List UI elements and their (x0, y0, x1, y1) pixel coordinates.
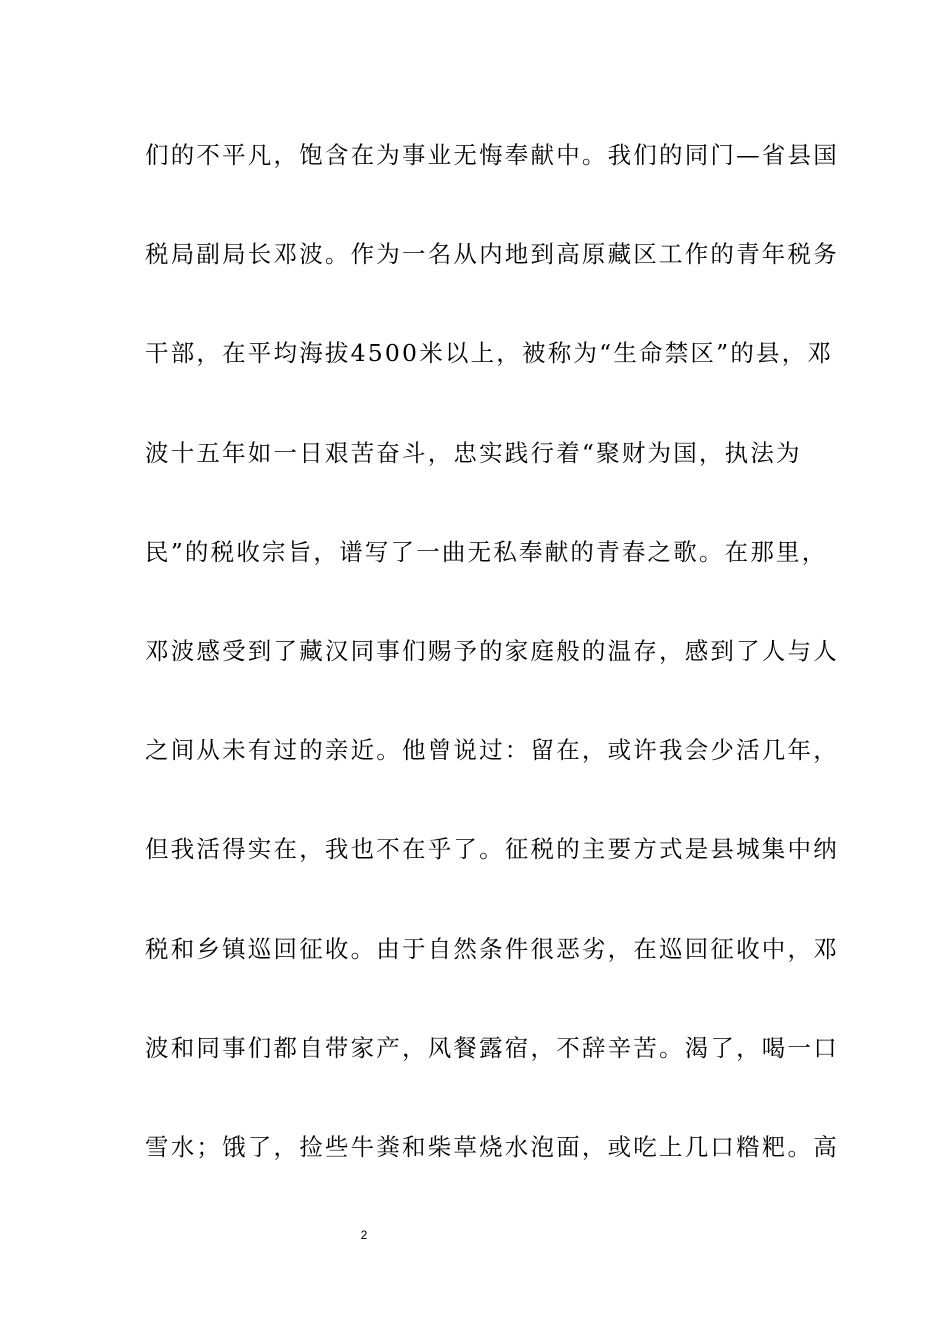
text-line: 但我活得实在，我也不在乎了。征税的主要方式是县城集中纳 (145, 835, 839, 864)
body-text (145, 135, 839, 1226)
page-number: 2 (360, 1228, 368, 1242)
text-line: 之间从未有过的亲近。他曾说过：留在，或许我会少活几年， (145, 736, 839, 765)
text-line: 雪水；饿了，捡些牛粪和柴草烧水泡面，或吃上几口糌粑。高 (145, 1132, 839, 1161)
text-line: 税和乡镇巡回征收。由于自然条件很恶劣，在巡回征收中，邓 (145, 934, 839, 963)
text-line: 税局副局长邓波。作为一名从内地到高原藏区工作的青年税务 (145, 240, 839, 269)
text-line: 民”的税收宗旨，谱写了一曲无私奉献的青春之歌。在那里， (145, 537, 828, 566)
text-line: 波和同事们都自带家产，风餐露宿，不辞辛苦。渴了，喝一口 (145, 1033, 839, 1062)
text-line: 们的不平凡，饱含在为事业无悔奉献中。我们的同门—省县国 (145, 141, 839, 169)
text-line: 波十五年如一日艰苦奋斗，忠实践行着“聚财为国，执法为 (145, 438, 802, 467)
text-line: 邓波感受到了藏汉同事们赐予的家庭般的温存，感到了人与人 (145, 636, 839, 665)
text-line: 干部，在平均海拔4500米以上，被称为“生命禁区”的县，邓 (145, 339, 834, 368)
